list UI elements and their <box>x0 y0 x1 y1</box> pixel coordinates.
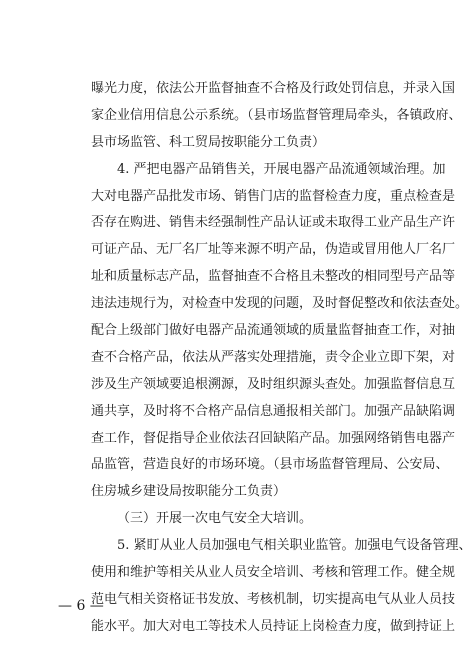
text-line: 能水平。加大对电工等技术人员持证上岗检查力度，做到持证上 <box>91 618 456 634</box>
text-line: 否存在购进、销售未经强制性产品认证或未取得工业产品生产许 <box>91 215 456 231</box>
text-line: 家企业信用信息公示系统。（县市场监督管理局牵头，各镇政府、 <box>91 107 462 123</box>
text-line: 县市场监管、科工贸局按职能分工负责） <box>91 134 326 150</box>
text-line: 品监管，营造良好的市场环境。（县市场监督管理局、公安局、 <box>91 457 449 473</box>
text-line: 通共享，及时将不合格产品信息通报相关部门。加强产品缺陷调 <box>91 403 456 419</box>
text-line: 涉及生产领域要追根溯源，及时组织源头查处。加强监督信息互 <box>91 376 456 392</box>
item-5-heading-line: 5. 紧盯从业人员加强电气相关职业监管。加强电气设备管理、 <box>117 538 472 554</box>
text-line: 范电气相关资格证书发放、考核机制，切实提高电气从业人员技 <box>91 591 456 607</box>
text-line: 址和质量标志产品，监督抽查不合格且未整改的相同型号产品等 <box>91 269 456 285</box>
text-line: 配合上级部门做好电器产品流通领域的质量监督抽查工作，对抽 <box>91 323 456 339</box>
section-heading: （三）开展一次电气安全大培训。 <box>117 511 313 527</box>
text-line: 违法违规行为，对检查中发现的问题，及时督促整改和依法查处。 <box>91 296 469 312</box>
text-line: 住房城乡建设局按职能分工负责） <box>91 484 287 500</box>
text-line: 查工作，督促指导企业依法召回缺陷产品。加强网络销售电器产 <box>91 430 456 446</box>
text-line: 可证产品、无厂名厂址等来源不明产品，伪造或冒用他人厂名厂 <box>91 242 456 258</box>
text-line: 大对电器产品批发市场、销售门店的监督检查力度，重点检查是 <box>91 188 456 204</box>
item-4-heading-line: 4. 严把电器产品销售关，开展电器产品流通领域治理。加 <box>117 161 446 177</box>
text-line: 使用和维护等相关从业人员安全培训、考核和管理工作。健全规 <box>91 565 456 581</box>
page-number: — 6 — <box>58 598 104 614</box>
body-text <box>91 76 472 641</box>
text-line: 曝光力度，依法公开监督抽查不合格及行政处罚信息，并录入国 <box>91 81 456 96</box>
text-line: 查不合格产品，依法从严落实处理措施，责令企业立即下架，对 <box>91 349 456 365</box>
